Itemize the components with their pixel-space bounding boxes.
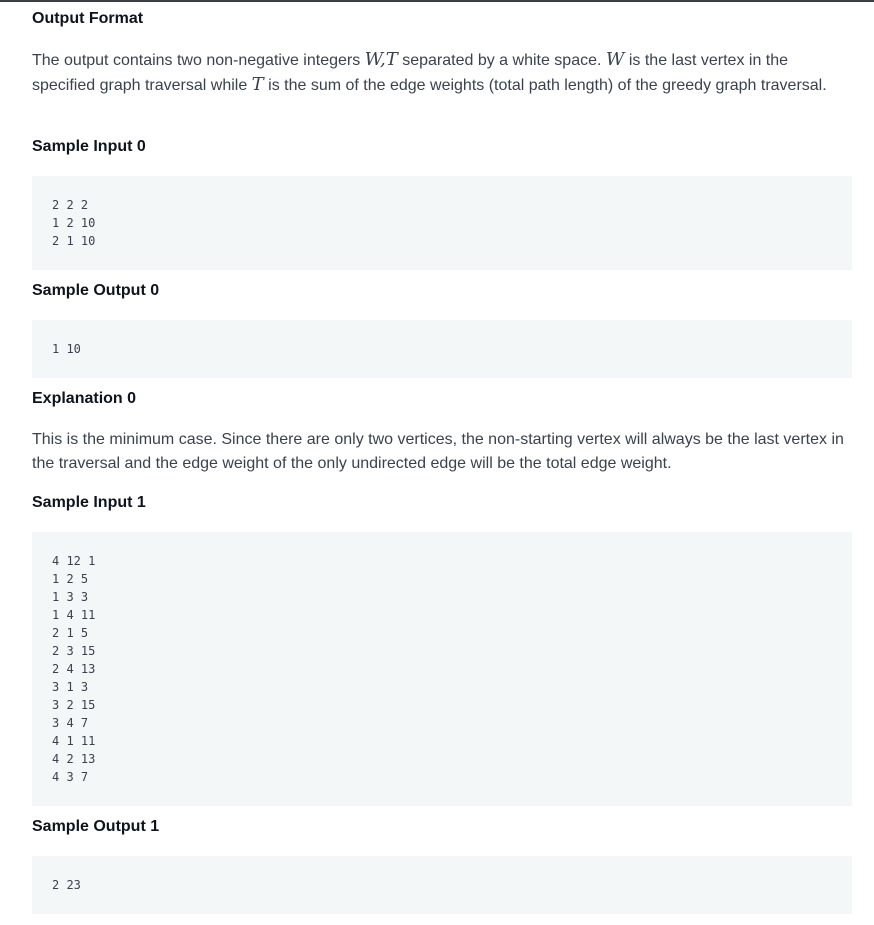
- math-var-w: W: [605, 49, 625, 70]
- math-var-t: T: [385, 49, 398, 70]
- sample-output-0-code: 1 10: [32, 320, 852, 378]
- math-var-t: T: [251, 74, 264, 95]
- sample-input-1-code: 4 12 1 1 2 5 1 3 3 1 4 11 2 1 5 2 3 15 2 4 13 3 1 3 3 2 15 3 4 7 4 1 11 4 2 13 4 3 7: [32, 532, 852, 806]
- sample-input-1-heading: Sample Input 1: [32, 494, 146, 511]
- math-var-w: W: [364, 49, 381, 70]
- output-format-heading: Output Format: [32, 10, 144, 27]
- top-divider: [0, 0, 874, 2]
- sample-input-0-heading: Sample Input 0: [32, 138, 146, 155]
- explanation-0-text: This is the minimum case. Since there are only two vertices, the non-starting vertex will always be the last vertex in the traversal and the edge weight of the only undirected edge will be the total edge weight.: [32, 431, 844, 472]
- sample-output-0-heading: Sample Output 0: [32, 282, 160, 299]
- sample-output-1-heading: Sample Output 1: [32, 818, 160, 835]
- sample-input-0-code: 2 2 2 1 2 10 2 1 10: [32, 176, 852, 270]
- explanation-0-heading: Explanation 0: [32, 390, 137, 407]
- sample-output-1-code: 2 23: [32, 856, 852, 914]
- output-format-text: The output contains two non-negative integers W,T separated by a white space. W is the last vertex in the specified graph traversal while T is the sum of the edge weights (total path length) of the greedy graph traversal.: [32, 49, 827, 95]
